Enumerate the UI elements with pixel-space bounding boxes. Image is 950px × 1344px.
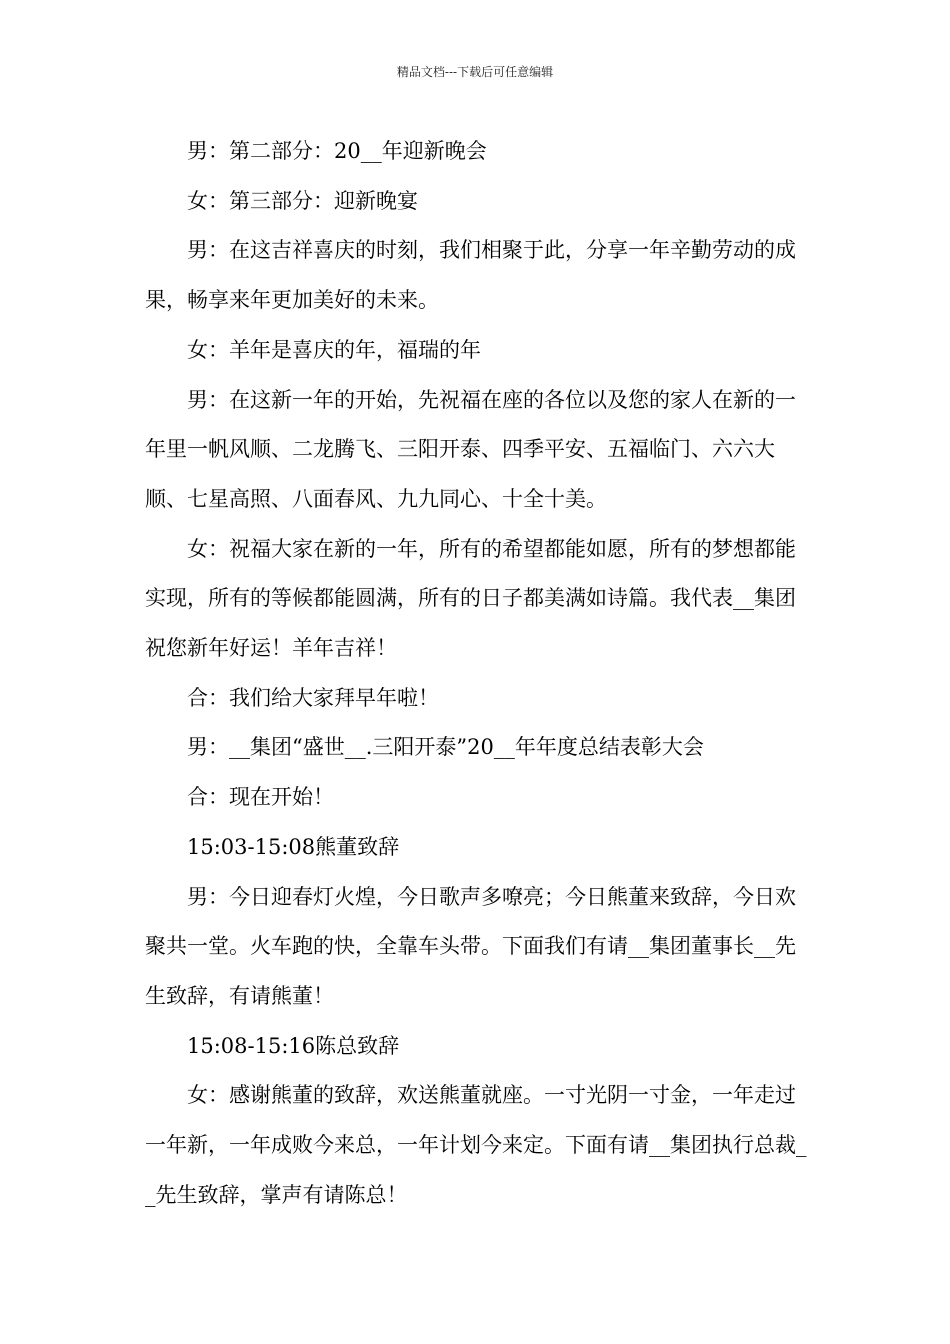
section-heading: 15:08-15:16陈总致辞 [187, 1033, 400, 1058]
section-heading: 15:03-15:08熊董致辞 [187, 834, 400, 859]
paragraph: 女：第三部分：迎新晚宴 [187, 188, 418, 213]
paragraph: 男：__集团“盛世__.三阳开泰”20__年年度总结表彰大会 [187, 735, 704, 760]
paragraph: 男：在这吉祥喜庆的时刻，我们相聚于此，分享一年辛勤劳动的成果，畅享来年更加美好的未来。 [145, 238, 796, 313]
paragraph: 男：第二部分：20__年迎新晚会 [187, 139, 487, 163]
paragraph: 女：祝福大家在新的一年，所有的希望都能如愿，所有的梦想都能实现，所有的等候都能圆满，所有的日子都美满如诗篇。我代表__集团祝您新年好运！羊年吉祥！ [145, 536, 796, 661]
paragraph: 女：感谢熊董的致辞，欢送熊董就座。一寸光阴一寸金，一年走过一年新，一年成败今来总，一年计划今来定。下面有请__集团执行总裁__先生致辞，掌声有请陈总！ [145, 1083, 807, 1207]
paragraph: 合：现在开始！ [187, 785, 334, 810]
paragraph: 男：今日迎春灯火煌，今日歌声多嘹亮；今日熊董来致辞，今日欢聚共一堂。火车跑的快，全靠车头带。下面我们有请__集团董事长__先生致辞，有请熊董！ [145, 884, 796, 1008]
paragraph: 女：羊年是喜庆的年，福瑞的年 [187, 337, 481, 362]
page-header: 精品文档---下载后可任意编辑 [396, 65, 554, 79]
document-body [145, 127, 810, 1220]
paragraph: 合：我们给大家拜早年啦！ [187, 685, 439, 710]
paragraph: 男：在这新一年的开始，先祝福在座的各位以及您的家人在新的一年里一帆风顺、二龙腾飞、三阳开泰、四季平安、五福临门、六六大顺、七星高照、八面春风、九九同心、十全十美。 [145, 387, 796, 511]
